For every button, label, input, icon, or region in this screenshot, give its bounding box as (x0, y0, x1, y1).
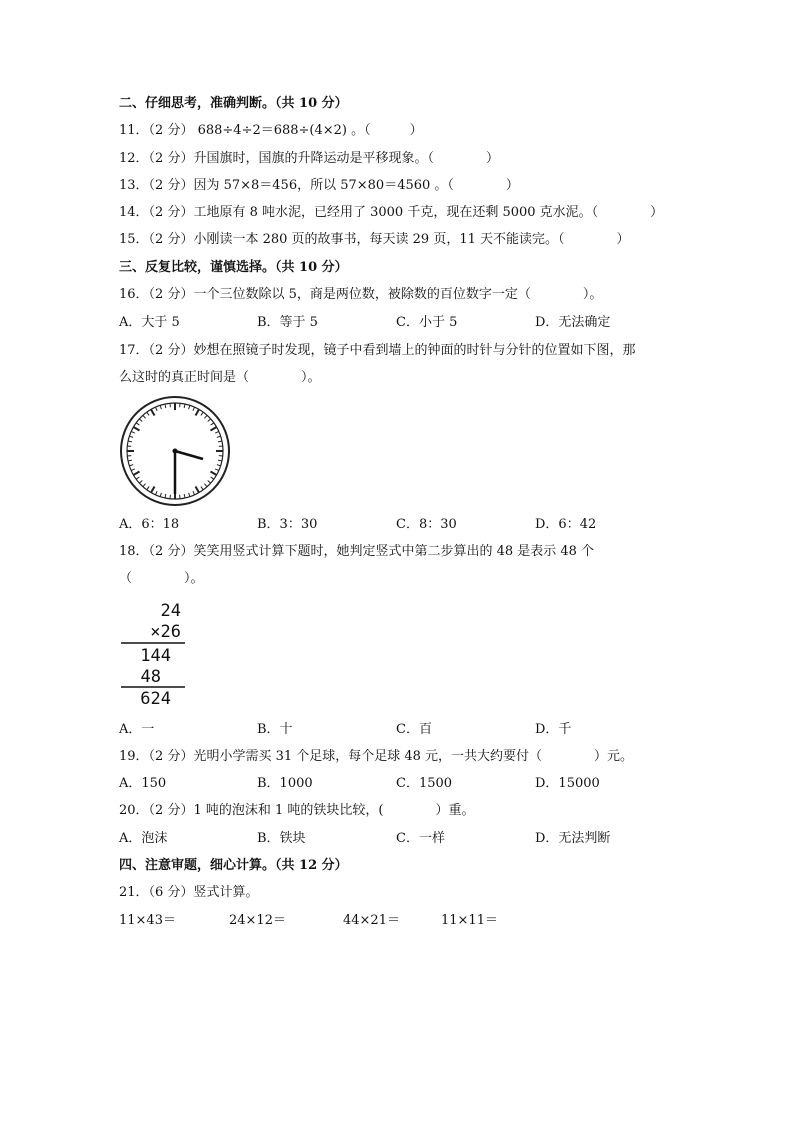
option-a[interactable]: A．6：18 (119, 517, 180, 532)
question-12: 12．（2 分）升国旗时，国旗的升降运动是平移现象。（ ） (119, 151, 499, 166)
equation-4: 11×11＝ (441, 913, 498, 928)
equation-2: 24×12＝ (229, 913, 286, 928)
calc-result: 624 (140, 689, 171, 709)
option-a[interactable]: A．150 (119, 776, 167, 791)
calc-multiplier: ×26 (150, 622, 181, 642)
option-a[interactable]: A．一 (119, 722, 155, 737)
option-d[interactable]: D．无法确定 (535, 315, 611, 330)
option-d[interactable]: D．千 (535, 722, 572, 737)
option-c[interactable]: C．一样 (396, 831, 445, 846)
calc-top: 24 (160, 601, 181, 621)
calc-partial1: 144 (140, 646, 171, 666)
option-b[interactable]: B．1000 (257, 776, 313, 791)
equation-3: 44×21＝ (343, 913, 400, 928)
question-18-line2: （ ）。 (119, 571, 204, 586)
question-13: 13．（2 分）因为 57×8＝456，所以 57×80＝4560 。（ ） (119, 178, 519, 193)
question-21: 21．（6 分）竖式计算。 (119, 885, 259, 900)
question-17-line2: 么这时的真正时间是（ ）。 (119, 370, 321, 385)
question-11: 11．（2 分） 688÷4÷2＝688÷(4×2) 。（ ） (119, 123, 423, 138)
question-18-line1: 18．（2 分）笑笑用竖式计算下题时，她判定竖式中第二步算出的 48 是表示 48 个 (119, 544, 595, 559)
question-19: 19．（2 分）光明小学需买 31 个足球，每个足球 48 元，一共大约要付（ ）元。 (119, 749, 634, 764)
option-c[interactable]: C．百 (396, 722, 432, 737)
option-c[interactable]: C．1500 (396, 776, 453, 791)
calc-partial2: 48 (140, 667, 161, 687)
option-b[interactable]: B．3：30 (257, 517, 318, 532)
option-b[interactable]: B．等于 5 (257, 315, 318, 330)
question-17-line1: 17．（2 分）妙想在照镜子时发现，镜子中看到墙上的钟面的时针与分针的位置如下图，那 (119, 343, 636, 358)
clock-face-figure (119, 395, 231, 507)
option-c[interactable]: C．8：30 (396, 517, 457, 532)
option-c[interactable]: C．小于 5 (396, 315, 458, 330)
question-15: 15．（2 分）小刚读一本 280 页的故事书，每天读 29 页，11 天不能读完。（ ） (119, 232, 630, 247)
question-16: 16．（2 分）一个三位数除以 5，商是两位数，被除数的百位数字一定（ ）。 (119, 287, 603, 302)
option-a[interactable]: A．泡沫 (119, 831, 168, 846)
option-d[interactable]: D．6：42 (535, 517, 597, 532)
question-14: 14．（2 分）工地原有 8 吨水泥，已经用了 3000 千克，现在还剩 5000 克水泥。（ ） (119, 205, 664, 220)
question-20: 20．（2 分）1 吨的泡沫和 1 吨的铁块比较，( ）重。 (119, 803, 475, 818)
option-a[interactable]: A．大于 5 (119, 315, 180, 330)
option-d[interactable]: D．15000 (535, 776, 600, 791)
section-2-heading: 二、仔细思考，准确判断。（共 10 分） (119, 96, 348, 111)
option-b[interactable]: B．十 (257, 722, 293, 737)
section-3-heading: 三、反复比较，谨慎选择。（共 10 分） (119, 260, 348, 275)
equation-1: 11×43＝ (119, 913, 176, 928)
vertical-multiplication-figure (119, 598, 191, 710)
section-4-heading: 四、注意审题，细心计算。（共 12 分） (119, 858, 348, 873)
option-b[interactable]: B．铁块 (257, 831, 306, 846)
option-d[interactable]: D．无法判断 (535, 831, 611, 846)
